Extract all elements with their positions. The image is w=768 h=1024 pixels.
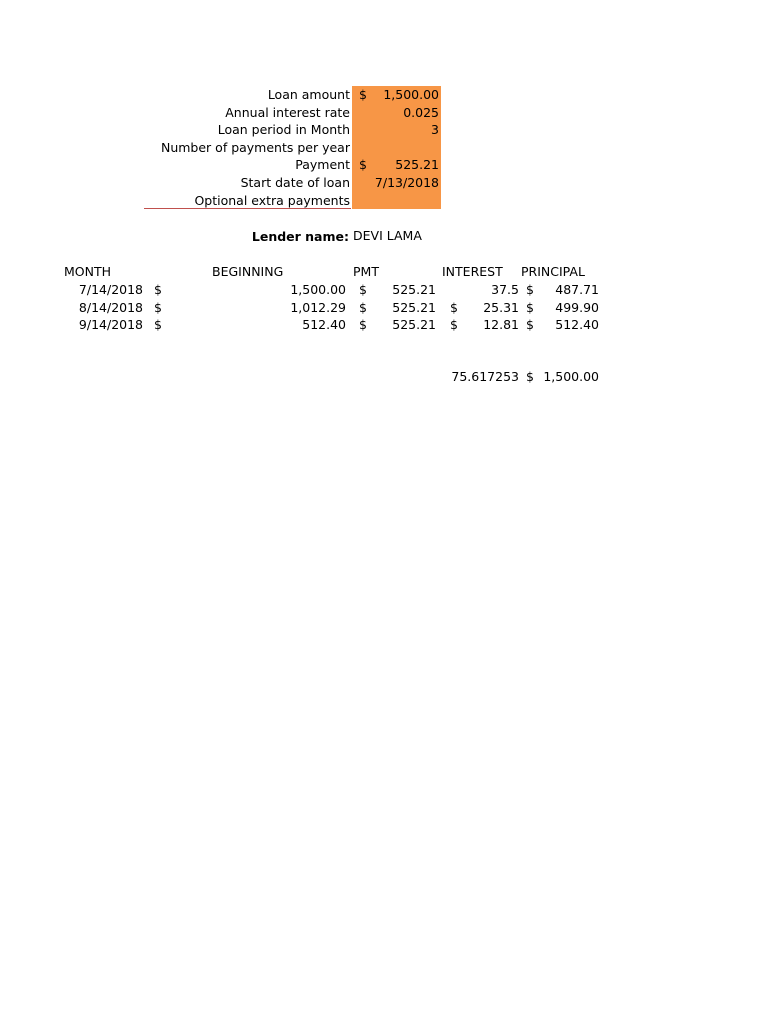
header-pmt: PMT	[353, 264, 379, 279]
currency-symbol: $	[526, 282, 534, 297]
label-payment: Payment	[295, 157, 350, 173]
cell-month: 9/14/2018	[78, 317, 143, 332]
input-values	[352, 86, 441, 209]
lender-name-value[interactable]: DEVI LAMA	[353, 228, 422, 243]
input-labels	[0, 86, 350, 209]
label-payments-per-year: Number of payments per year	[160, 139, 350, 155]
currency-symbol: $	[359, 87, 367, 102]
value-start-date: 7/13/2018	[374, 174, 439, 190]
totals-row	[0, 368, 768, 386]
cell-beginning: 1,500.00	[290, 282, 346, 297]
currency-symbol: $	[154, 282, 162, 297]
table-row	[0, 281, 768, 299]
currency-symbol: $	[526, 369, 534, 384]
currency-symbol: $	[526, 299, 534, 315]
cell-annual-interest-rate[interactable]	[352, 104, 441, 122]
header-interest: INTEREST	[442, 264, 503, 279]
cell-principal: 499.90	[555, 299, 599, 315]
lender-name-label: Lender name:	[251, 229, 349, 244]
cell-month: 7/14/2018	[78, 282, 143, 297]
cell-interest: 25.31	[483, 299, 519, 315]
cell-month: 8/14/2018	[78, 299, 143, 315]
cell-principal: 487.71	[555, 282, 599, 297]
header-principal: PRINCIPAL	[521, 264, 585, 279]
cell-pmt: 525.21	[392, 299, 436, 315]
label-annual-interest-rate: Annual interest rate	[225, 104, 350, 120]
cell-pmt: 525.21	[392, 282, 436, 297]
cell-loan-period[interactable]	[352, 121, 441, 139]
cell-loan-amount[interactable]	[352, 86, 441, 104]
value-payment: 525.21	[395, 157, 439, 173]
cell-beginning: 1,012.29	[290, 299, 346, 315]
schedule-header-row	[0, 263, 768, 281]
label-extra-payments: Optional extra payments	[194, 192, 350, 208]
cell-interest: 12.81	[483, 317, 519, 332]
currency-symbol: $	[154, 317, 162, 332]
table-row	[0, 299, 768, 317]
total-interest: 75.617253	[451, 369, 519, 384]
value-loan-amount: 1,500.00	[383, 87, 439, 102]
table-row	[0, 316, 768, 334]
currency-symbol: $	[450, 299, 458, 315]
label-loan-period: Loan period in Month	[217, 122, 350, 138]
cell-pmt: 525.21	[392, 317, 436, 332]
cell-principal: 512.40	[555, 317, 599, 332]
header-month: MONTH	[64, 264, 112, 279]
value-annual-interest-rate: 0.025	[403, 104, 439, 120]
cell-start-date[interactable]	[352, 174, 441, 192]
cell-interest: 37.5	[491, 282, 519, 297]
label-start-date: Start date of loan	[240, 174, 350, 190]
header-beginning: BEGINNING	[212, 264, 284, 279]
cell-extra-payments[interactable]	[352, 192, 441, 210]
cell-payment[interactable]	[352, 156, 441, 174]
currency-symbol: $	[526, 317, 534, 332]
currency-symbol: $	[359, 299, 367, 315]
currency-symbol: $	[450, 317, 458, 332]
value-loan-period: 3	[431, 122, 439, 138]
label-loan-amount: Loan amount	[267, 87, 350, 102]
cell-beginning: 512.40	[302, 317, 346, 332]
currency-symbol: $	[359, 157, 367, 173]
cell-payments-per-year[interactable]	[352, 139, 441, 157]
currency-symbol: $	[359, 317, 367, 332]
total-principal: 1,500.00	[543, 369, 599, 384]
currency-symbol: $	[359, 282, 367, 297]
currency-symbol: $	[154, 299, 162, 315]
